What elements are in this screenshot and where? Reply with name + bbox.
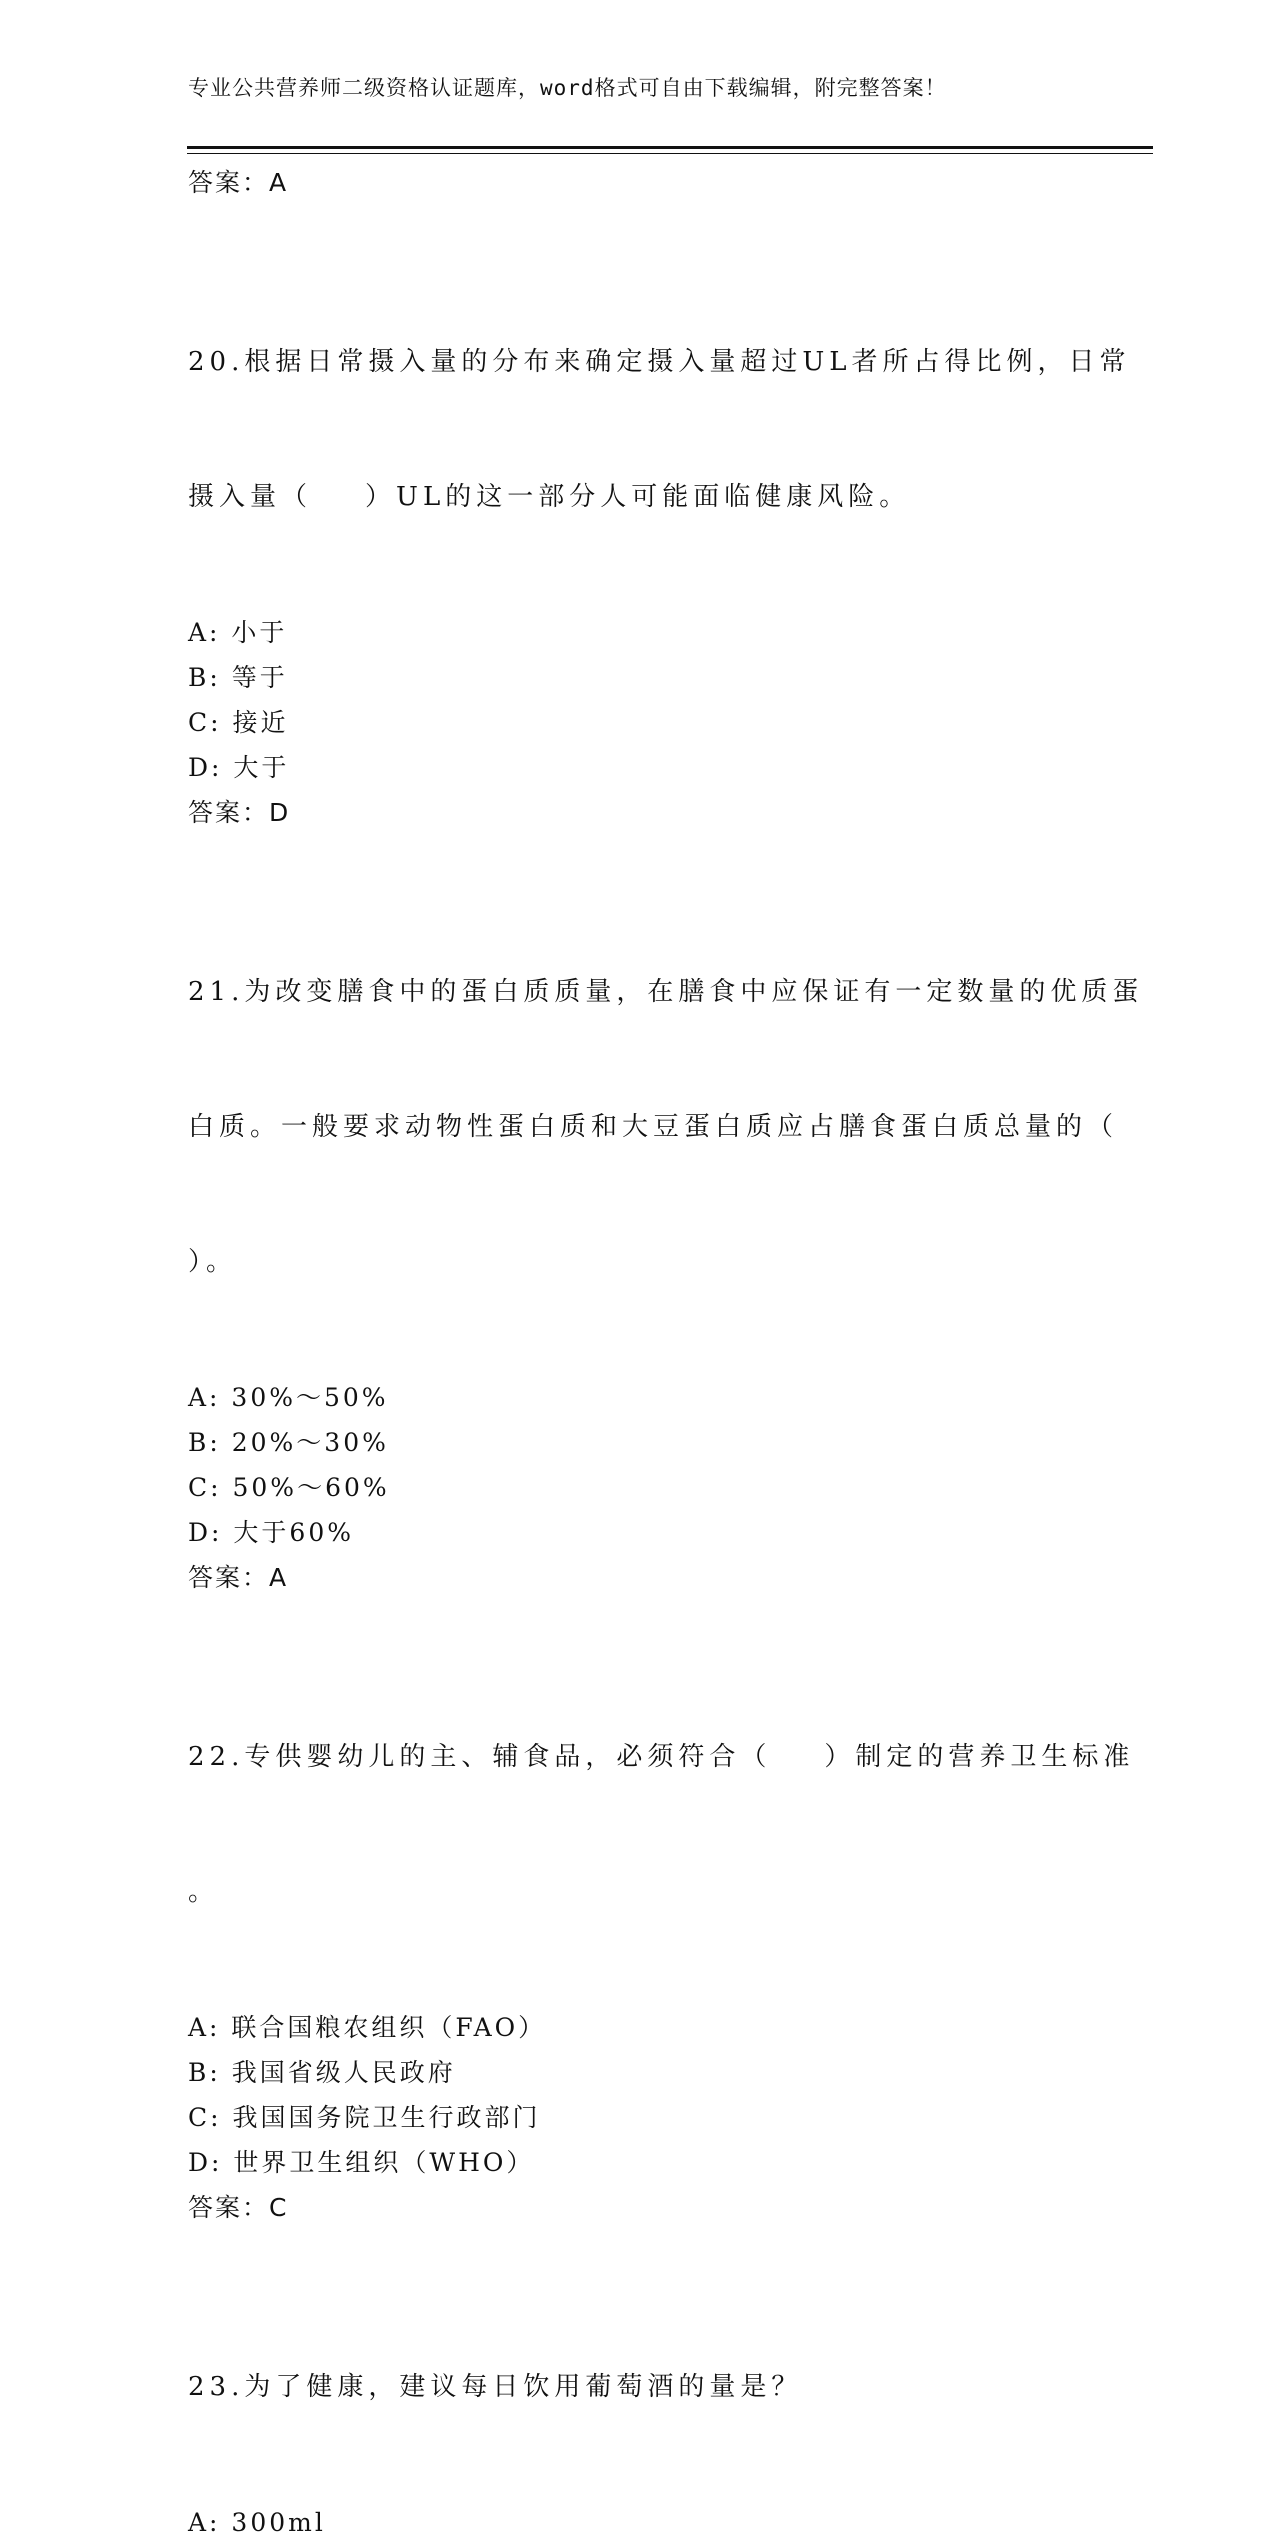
question-item bbox=[188, 250, 1131, 835]
question-stem-line: 白质。一般要求动物性蛋白质和大豆蛋白质应占膳食蛋白质总量的（ bbox=[188, 1112, 1119, 1142]
option-b: B: 20%～30% bbox=[188, 1428, 389, 1457]
question-item bbox=[188, 1645, 1135, 2230]
option-c: C: 50%～60% bbox=[188, 1473, 390, 1502]
question-stem bbox=[188, 880, 1144, 1375]
answer-line: 答案：C bbox=[188, 2193, 289, 2222]
page-header: 专业公共营养师二级资格认证题库，word格式可自由下载编辑，附完整答案！ bbox=[188, 76, 947, 100]
answer-line: 答案：A bbox=[188, 168, 289, 197]
header-rule-thin bbox=[187, 153, 1153, 154]
question-stem-line: 23.为了健康，建议每日饮用葡萄酒的量是？ bbox=[188, 2372, 803, 2402]
option-a: A: 300ml bbox=[188, 2508, 326, 2537]
question-stem bbox=[188, 1645, 1135, 2005]
question-item bbox=[188, 880, 1144, 1600]
question-list bbox=[188, 160, 1144, 2545]
option-d: D: 大于 bbox=[188, 753, 290, 782]
option-d: D: 大于60% bbox=[188, 1518, 354, 1547]
question-item bbox=[188, 2275, 1088, 2545]
question-stem-line: ）。 bbox=[188, 1247, 238, 1277]
header-rule-thick bbox=[187, 146, 1153, 149]
option-d: D: 世界卫生组织（WHO） bbox=[188, 2148, 535, 2177]
option-a: A: 联合国粮农组织（FAO） bbox=[188, 2013, 547, 2042]
question-stem-line: 22.专供婴幼儿的主、辅食品，必须符合（ ）制定的营养卫生标准 bbox=[188, 1742, 1135, 1772]
question-stem bbox=[188, 2275, 1088, 2500]
option-a: A: 小于 bbox=[188, 618, 288, 647]
question-stem-line: 21.为改变膳食中的蛋白质质量，在膳食中应保证有一定数量的优质蛋 bbox=[188, 977, 1144, 1007]
answer-line: 答案：D bbox=[188, 798, 291, 827]
question-stem-line: 20.根据日常摄入量的分布来确定摄入量超过UL者所占得比例，日常 bbox=[188, 347, 1131, 377]
question-stem-line: 摄入量（ ）UL的这一部分人可能面临健康风险。 bbox=[188, 482, 911, 512]
option-c: C: 接近 bbox=[188, 708, 289, 737]
option-a: A: 30%～50% bbox=[188, 1383, 389, 1412]
answer-line: 答案：A bbox=[188, 1563, 289, 1592]
option-b: B: 我国省级人民政府 bbox=[188, 2058, 456, 2087]
question-stem bbox=[188, 250, 1131, 610]
option-b: B: 等于 bbox=[188, 663, 288, 692]
question-stem-line: 。 bbox=[188, 1877, 220, 1907]
option-c: C: 我国国务院卫生行政部门 bbox=[188, 2103, 541, 2132]
